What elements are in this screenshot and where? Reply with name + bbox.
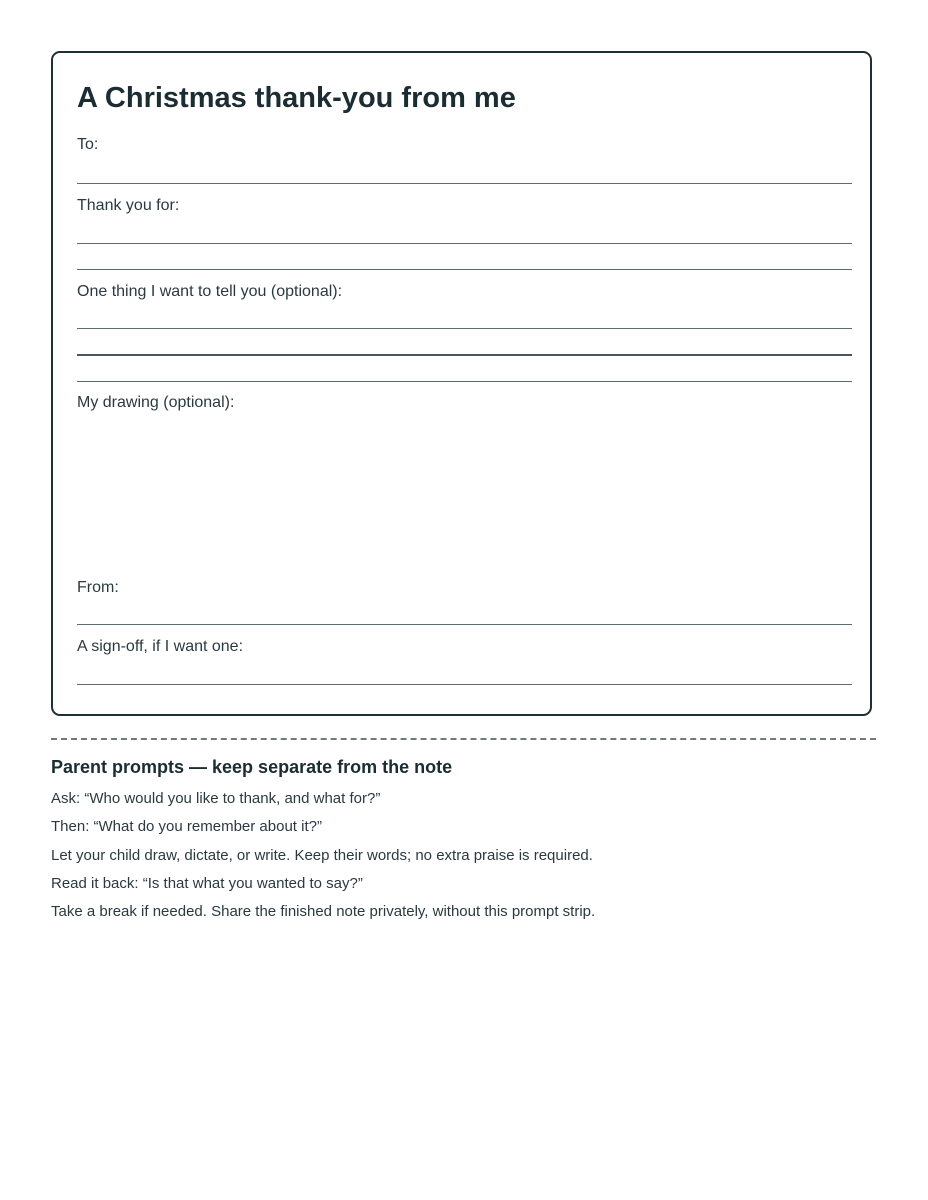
thank-you-note-card bbox=[51, 51, 872, 716]
parent-prompts-title: Parent prompts — keep separate from the note bbox=[51, 757, 453, 777]
from-write-line[interactable] bbox=[77, 624, 852, 625]
note-title: A Christmas thank-you from me bbox=[77, 82, 516, 114]
prompt-line: Then: “What do you remember about it?” bbox=[51, 818, 322, 835]
prompt-line: Take a break if needed. Share the finished note privately, without this prompt strip. bbox=[51, 903, 596, 920]
prompt-line: Read it back: “Is that what you wanted to say?” bbox=[51, 875, 363, 892]
sign-off-write-line[interactable] bbox=[77, 684, 852, 685]
one-thing-write-line-3[interactable] bbox=[77, 381, 852, 382]
one-thing-write-line-1[interactable] bbox=[77, 328, 852, 329]
sign-off-label: A sign-off, if I want one: bbox=[77, 638, 244, 655]
one-thing-label: One thing I want to tell you (optional): bbox=[77, 283, 343, 300]
cut-divider bbox=[51, 738, 876, 740]
thank-you-for-write-line-1[interactable] bbox=[77, 243, 852, 244]
prompt-line: Let your child draw, dictate, or write. Keep their words; no extra praise is required. bbox=[51, 847, 593, 864]
thank-you-for-label: Thank you for: bbox=[77, 197, 180, 214]
prompt-line: Ask: “Who would you like to thank, and what for?” bbox=[51, 790, 381, 807]
from-label: From: bbox=[77, 579, 119, 596]
thank-you-for-write-line-2[interactable] bbox=[77, 269, 852, 270]
drawing-area[interactable] bbox=[77, 425, 852, 575]
one-thing-write-line-2[interactable] bbox=[77, 354, 852, 356]
to-label: To: bbox=[77, 136, 99, 153]
drawing-label: My drawing (optional): bbox=[77, 394, 235, 411]
to-write-line[interactable] bbox=[77, 183, 852, 184]
